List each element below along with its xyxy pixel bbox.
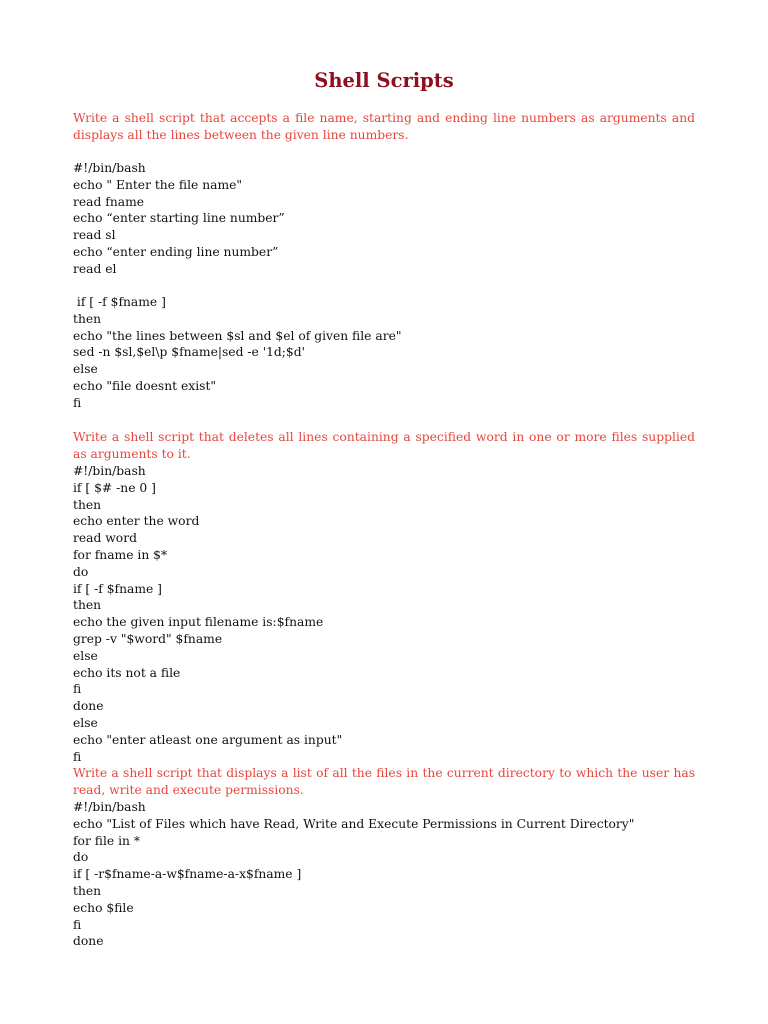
task-1-prompt: Write a shell script that accepts a file name, starting and ending line numbers as arguments and displays all the lines between the given line numbers. [73, 111, 695, 142]
code-line: grep -v "$word" $fname [73, 631, 223, 646]
code-line: #!/bin/bash [73, 464, 146, 478]
code-line: for file in * [73, 833, 140, 848]
code-line: echo “enter starting line number” [73, 211, 285, 226]
code-line: echo $file [73, 900, 134, 915]
code-line: fi [73, 917, 82, 932]
task-2-code-block [73, 463, 695, 765]
code-line: echo " Enter the file name" [73, 177, 243, 192]
code-line: if [ $# -ne 0 ] [73, 480, 156, 495]
code-line: then [73, 598, 102, 613]
code-line: echo "the lines between $sl and $el of given file are" [73, 328, 402, 343]
code-line: if [ -f $fname ] [73, 295, 166, 309]
code-line: echo “enter ending line number” [73, 244, 279, 259]
code-line: #!/bin/bash [73, 161, 146, 175]
code-line: echo enter the word [73, 514, 200, 529]
code-line: sed -n $sl,$el\p $fname|sed -e '1d;$d' [73, 345, 305, 360]
code-line: echo "file doesnt exist" [73, 378, 217, 393]
task-2-prompt: Write a shell script that deletes all lines containing a specified word in one or more files supplied as arguments to it. [73, 430, 695, 461]
code-line: for fname in $* [73, 547, 168, 562]
code-line: fi [73, 395, 82, 410]
code-line: fi [73, 682, 82, 697]
code-line: read word [73, 531, 137, 546]
code-line: if [ -r$fname-a-w$fname-a-x$fname ] [73, 867, 302, 882]
code-line: if [ -f $fname ] [73, 581, 162, 596]
task-3-code-block [73, 799, 695, 950]
code-line: #!/bin/bash [73, 800, 146, 814]
code-line: done [73, 934, 104, 949]
code-line: else [73, 362, 98, 377]
code-line: fi [73, 749, 82, 764]
code-line: then [73, 311, 102, 326]
code-line: echo its not a file [73, 665, 181, 680]
code-line: then [73, 883, 102, 898]
code-line: echo "List of Files which have Read, Write and Execute Permissions in Current Directory" [73, 816, 635, 831]
code-line: read fname [73, 194, 145, 209]
code-line: do [73, 850, 89, 865]
code-line: echo "enter atleast one argument as input" [73, 732, 343, 747]
code-line: done [73, 699, 104, 714]
code-line: do [73, 564, 89, 579]
page-title: Shell Scripts [314, 69, 454, 92]
task-1-code-block-2 [73, 294, 695, 412]
code-line: else [73, 715, 98, 730]
code-line: echo the given input filename is:$fname [73, 615, 324, 630]
task-3-prompt: Write a shell script that displays a list of all the files in the current directory to which the user has read, write and execute permissions. [73, 766, 695, 797]
code-line: read el [73, 261, 117, 276]
code-line: then [73, 497, 102, 512]
task-1-code-block-1 [73, 160, 695, 278]
code-line: read sl [73, 228, 116, 243]
code-line: else [73, 648, 98, 663]
